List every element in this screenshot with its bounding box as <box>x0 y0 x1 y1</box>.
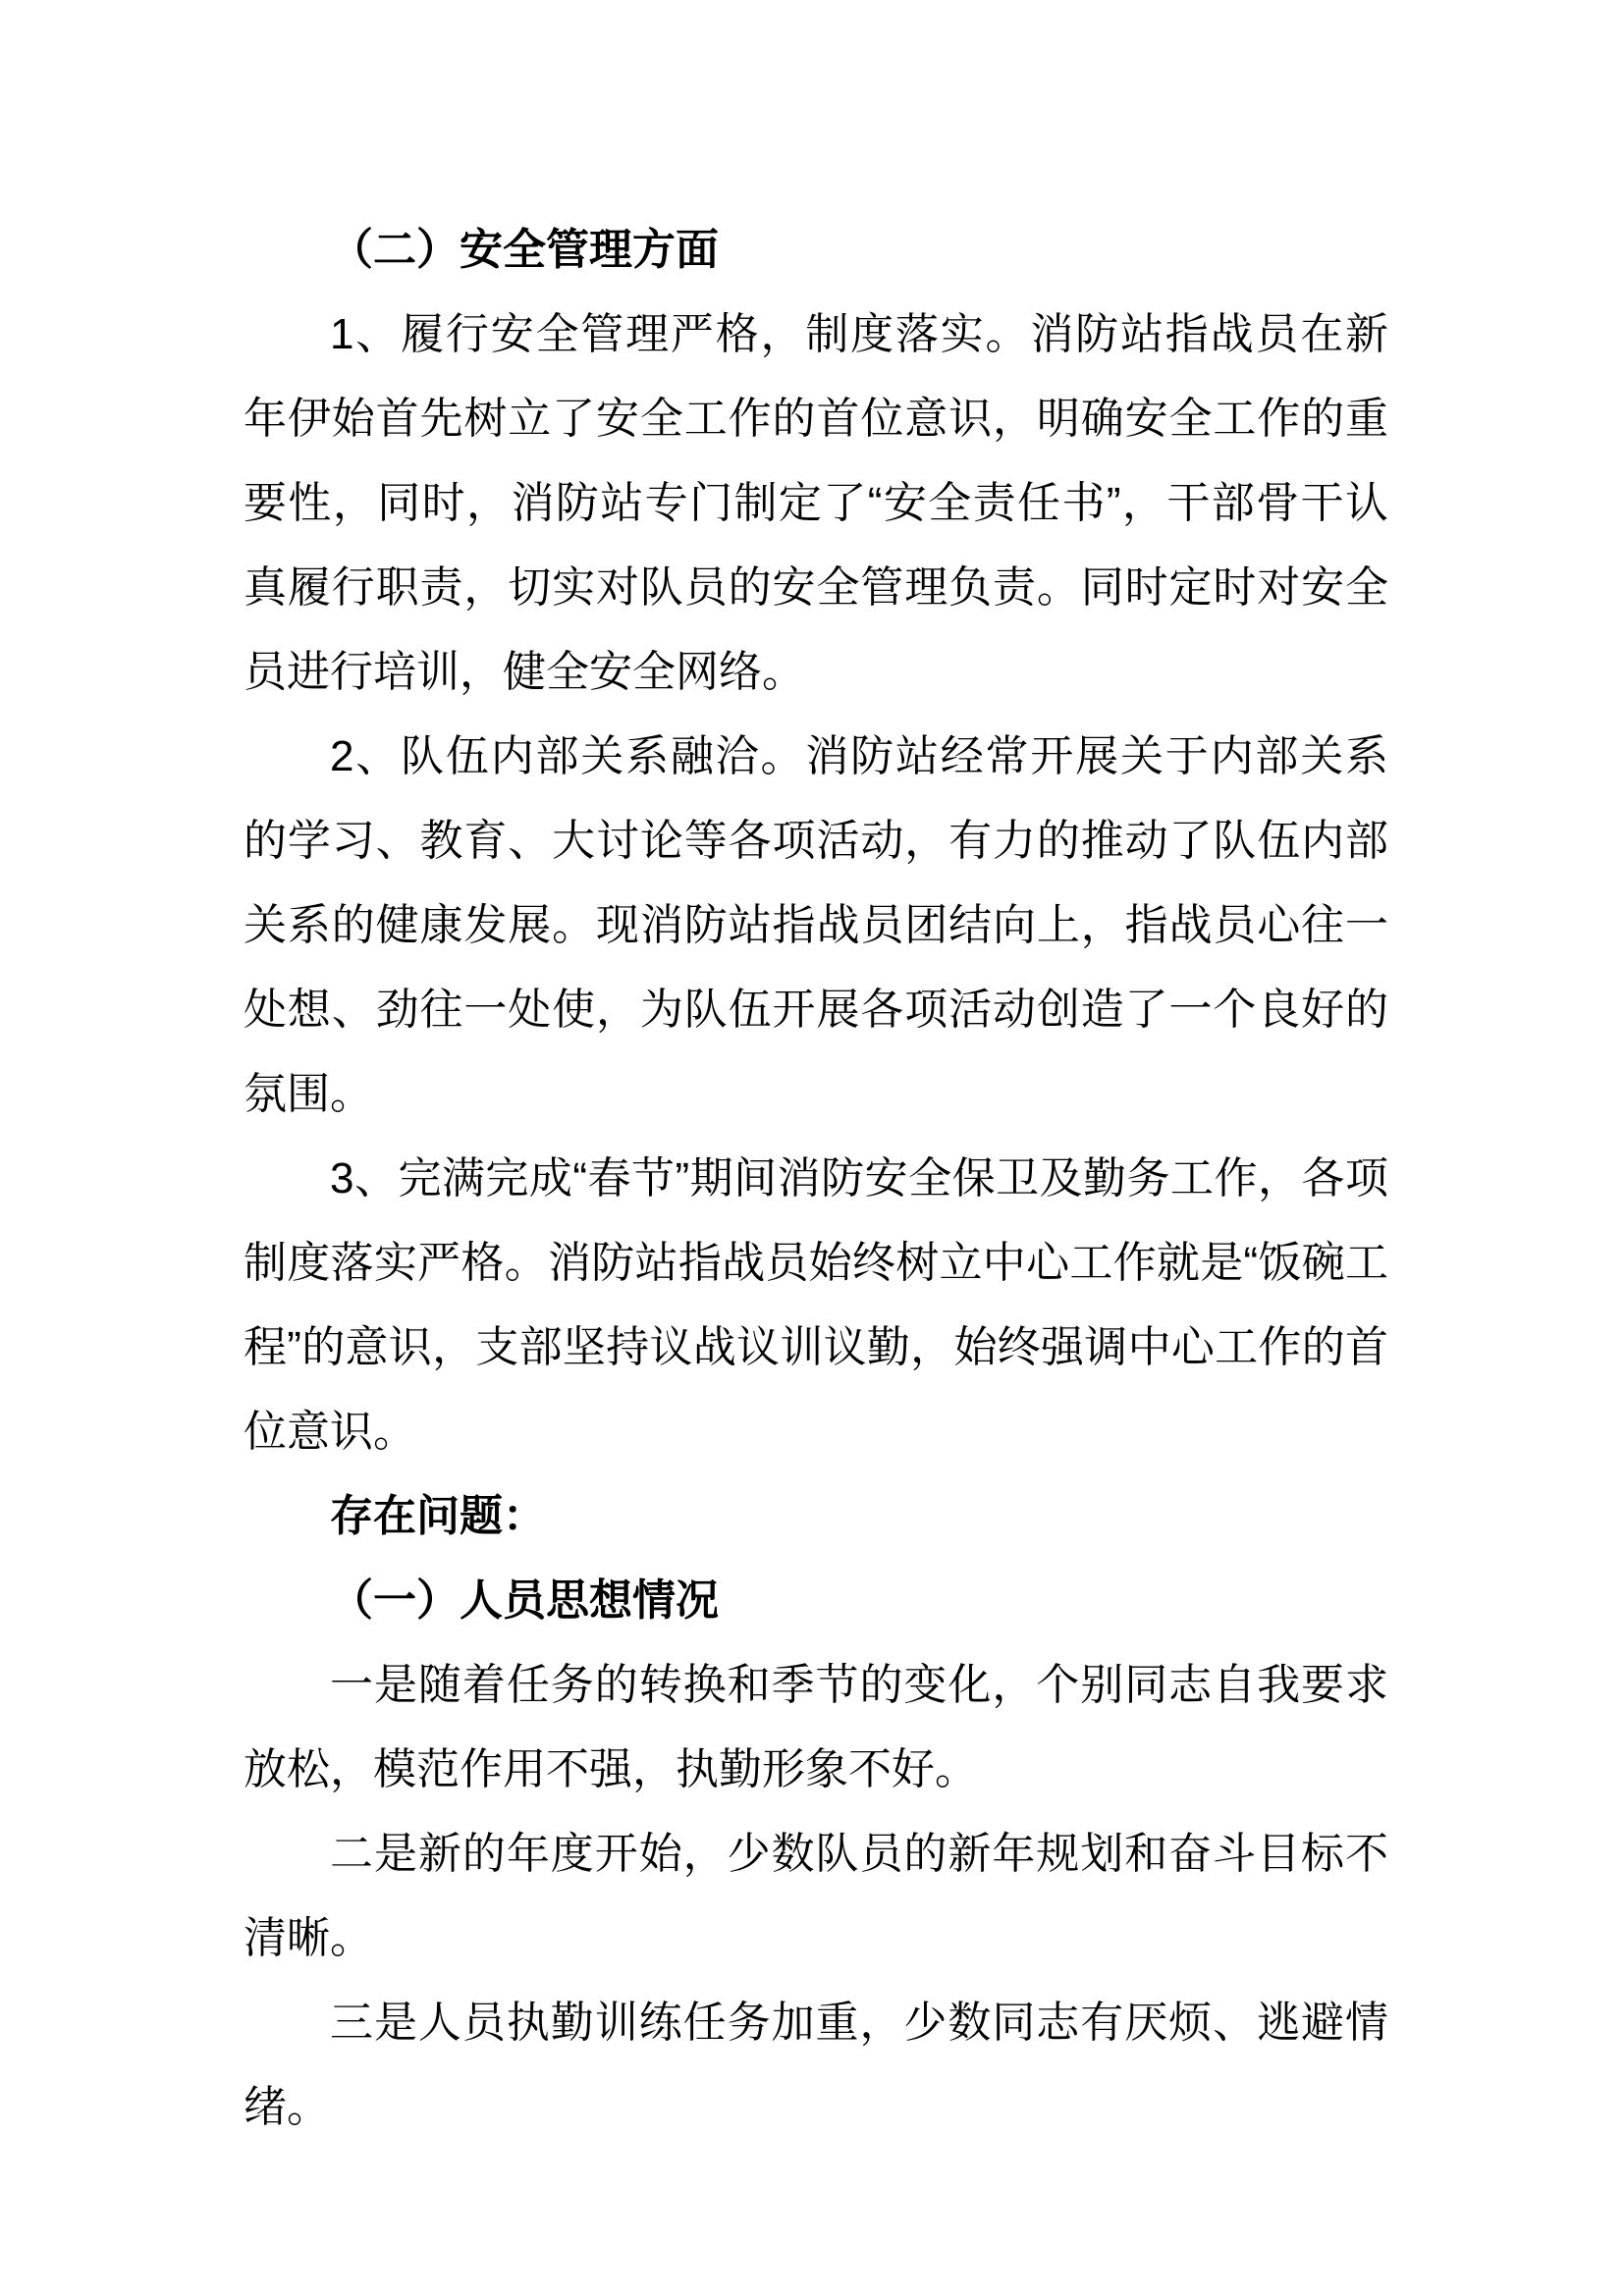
paragraph-safety-item-3: 3、完满完成“春节”期间消防安全保卫及勤务工作，各项制度落实严格。消防站指战员始终树立中心工作就是“饭碗工程”的意识，支部坚持议战议训议勤，始终强调中心工作的首位意识。 <box>244 1154 1388 1456</box>
paragraph-problem-2: 二是新的年度开始，少数队员的新年规划和奋斗目标不清晰。 <box>244 1830 1388 1962</box>
paragraph-safety-item-1: 1、履行安全管理严格，制度落实。消防站指战员在新年伊始首先树立了安全工作的首位意识，明确安全工作的重要性，同时，消防站专门制定了“安全责任书”，干部骨干认真履行职责，切实对队员的安全管理负责。同时定时对安全员进行培训，健全安全网络。 <box>244 310 1388 696</box>
section-heading-personnel-thought: （一）人员思想情况 <box>330 1576 719 1625</box>
paragraph-safety-item-2: 2、队伍内部关系融洽。消防站经常开展关于内部关系的学习、教育、大讨论等各项活动，有力的推动了队伍内部关系的健康发展。现消防站指战员团结向上，指战员心往一处想、劲往一处使，为队伍开展各项活动创造了一个良好的氛围。 <box>244 732 1388 1118</box>
heading-existing-problems: 存在问题： <box>330 1492 546 1540</box>
paragraph-problem-1: 一是随着任务的转换和季节的变化，个别同志自我要求放松，模范作用不强，执勤形象不好。 <box>244 1661 1388 1793</box>
section-heading-safety-management: （二）安全管理方面 <box>330 226 719 274</box>
document-body <box>244 208 1388 2150</box>
paragraph-problem-3: 三是人员执勤训练任务加重，少数同志有厌烦、逃避情绪。 <box>244 1999 1388 2131</box>
